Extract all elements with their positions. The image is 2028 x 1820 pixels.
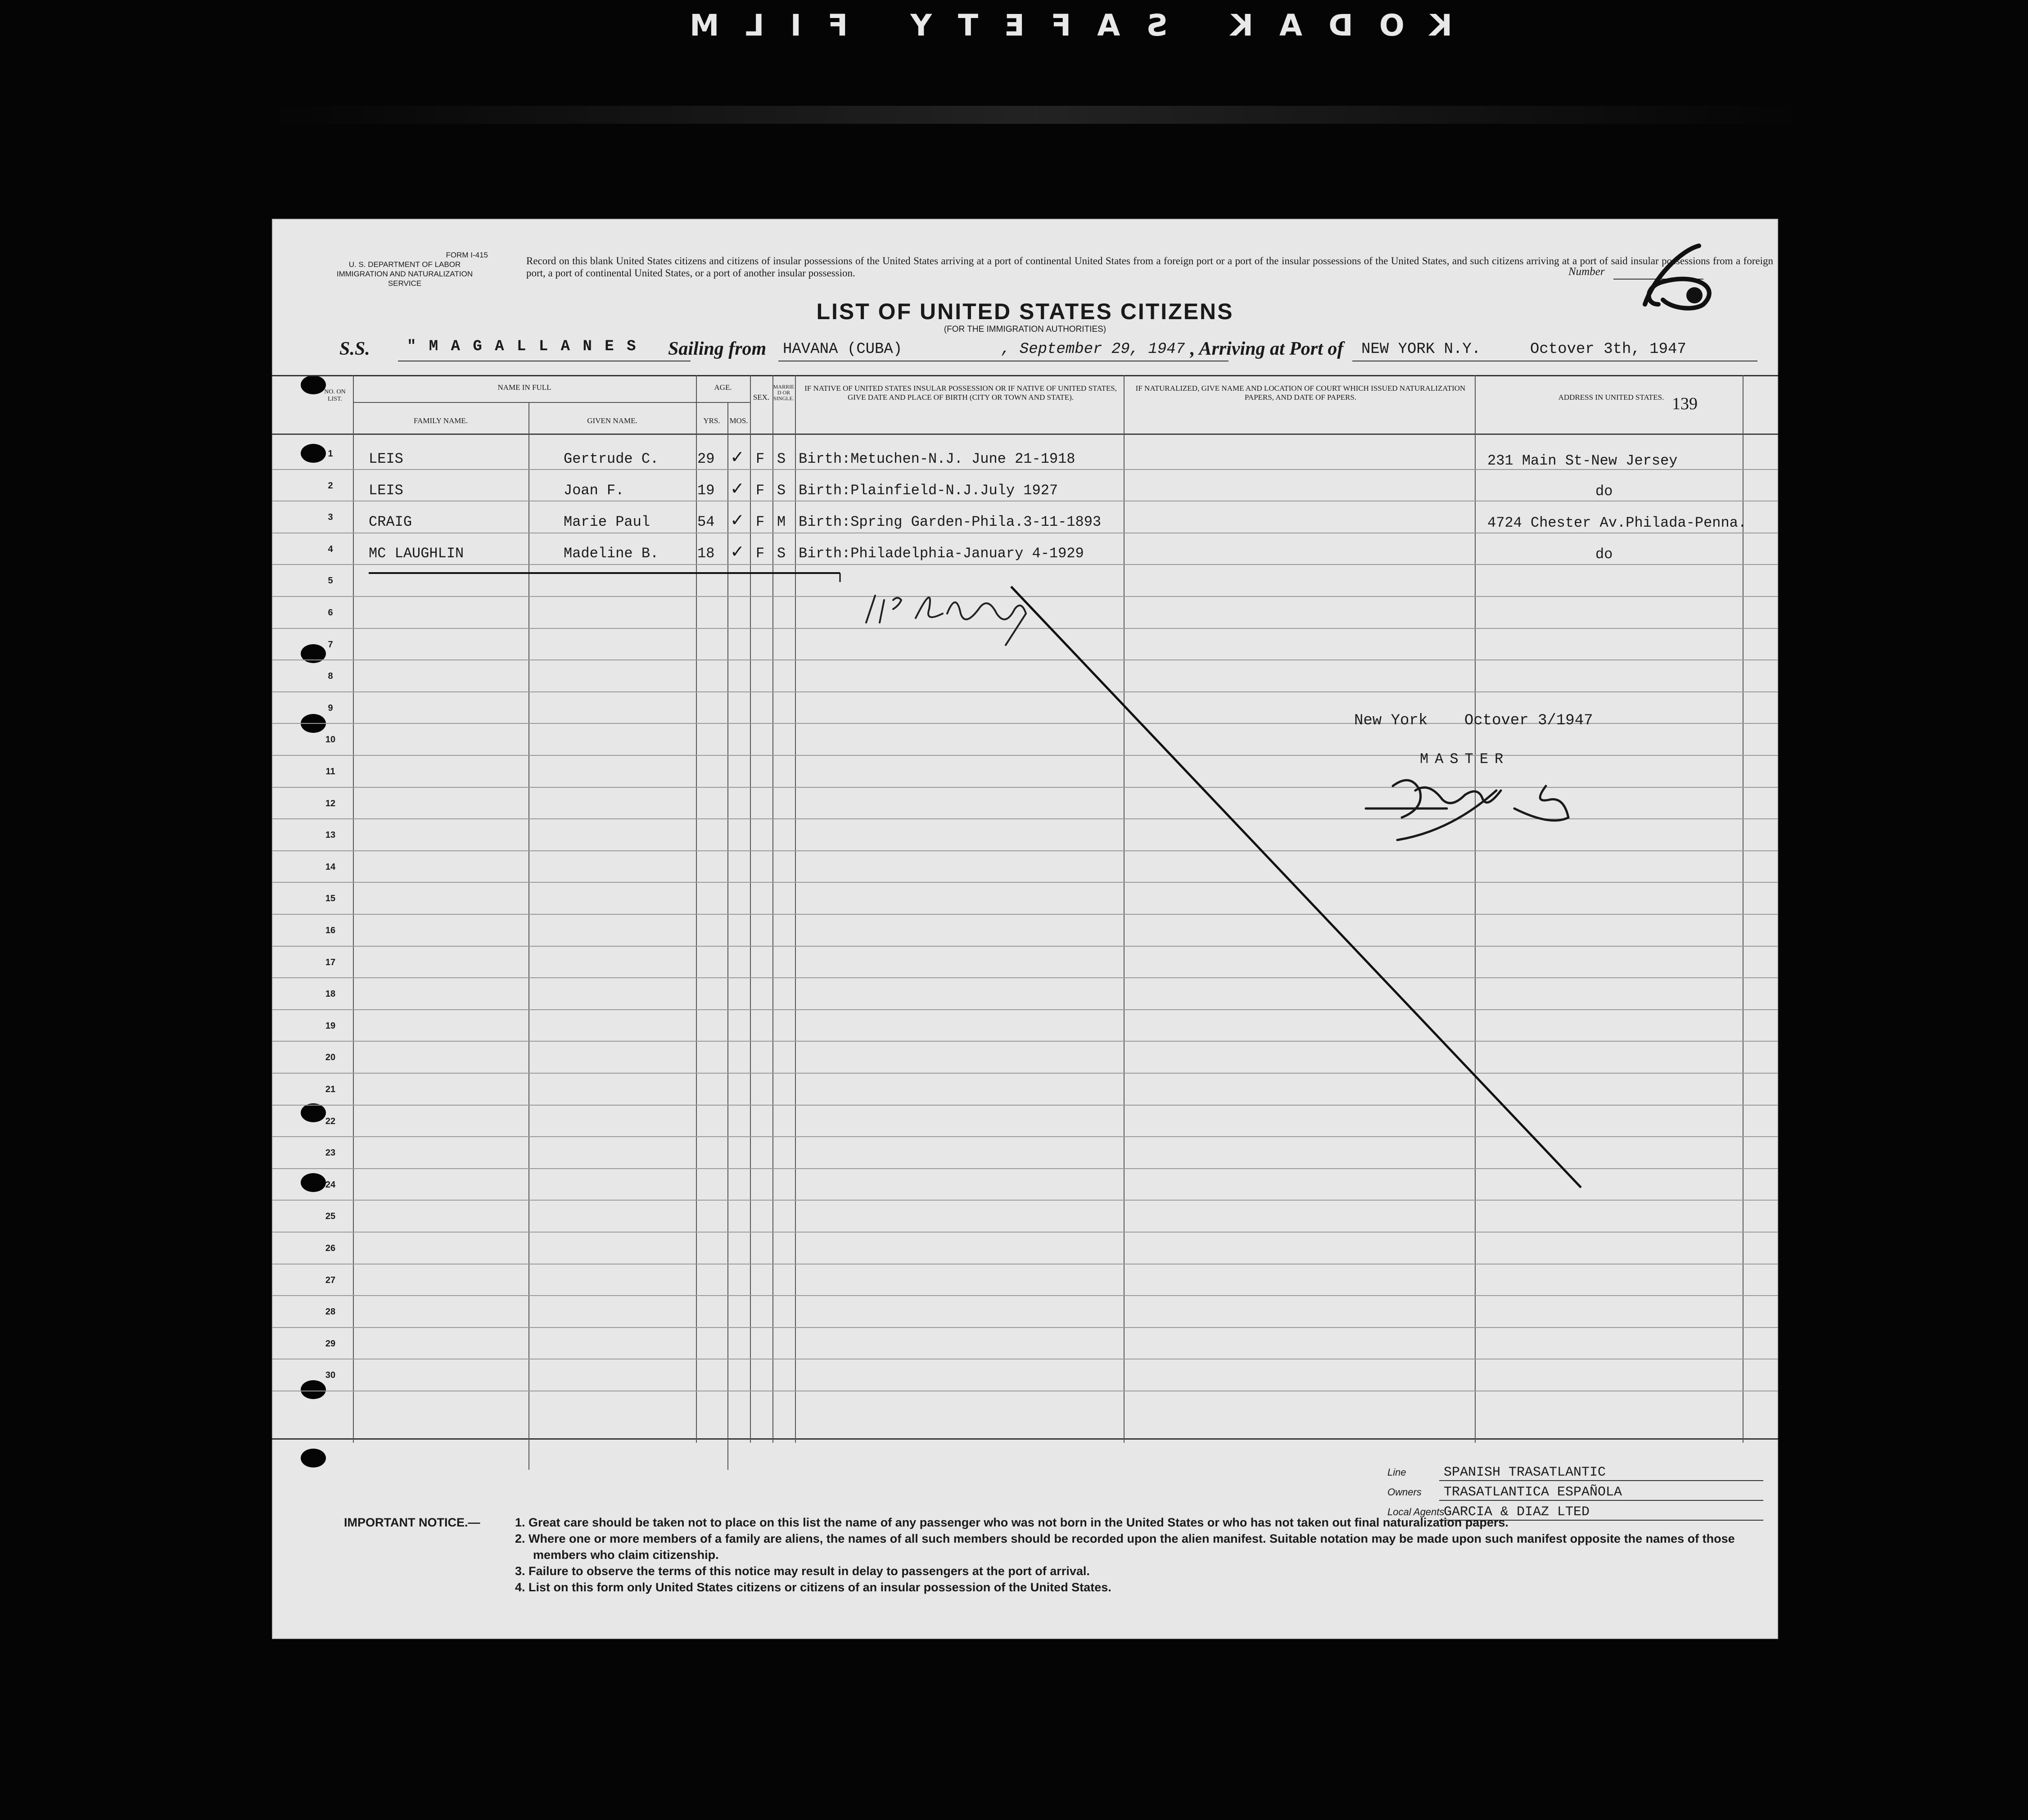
passenger-table [272,375,1778,1443]
notice-item: 3. Failure to observe the terms of this notice may result in delay to passengers at the port of arrival. [515,1564,1090,1578]
form-identifier [321,250,488,288]
row-number: 3 [328,512,333,523]
form-number: FORM I-415 [446,251,488,259]
agents-label: Local Agents [1387,1506,1445,1517]
marital-status: S [777,545,786,562]
age-months-mark: ✓ [730,542,745,561]
header-address: ADDRESS IN UNITED STATES. [1558,393,1664,402]
header-mos: MOS. [729,416,748,425]
row-number: 5 [328,576,333,586]
age-years: 54 [697,514,715,530]
clerk-initials-signature [857,587,1051,650]
row-number: 13 [325,830,336,840]
birth-info: Birth:Spring Garden-Phila.3-11-1893 [799,514,1102,530]
header-no-on-list: NO. ON LIST. [324,388,346,402]
row-number: 16 [325,926,336,935]
page-number: 139 [1672,394,1698,413]
row-number: 8 [328,671,333,682]
header-age: AGE. [714,383,732,392]
to-port: NEW YORK N.Y. [1361,341,1481,358]
address: 4724 Chester Av.Philada-Penna. [1487,515,1747,531]
birth-info: Birth:Plainfield-N.J.July 1927 [799,482,1058,499]
row-number: 6 [328,608,333,618]
row-number: 23 [325,1148,336,1158]
page-subtitle: (FOR THE IMMIGRATION AUTHORITIES) [944,325,1107,334]
notice-items [515,1514,1739,1595]
marital-status: S [777,451,786,467]
header-family-name: FAMILY NAME. [413,416,468,425]
page-title: LIST OF UNITED STATES CITIZENS [816,299,1234,324]
sail-date: , September 29, 1947 [1001,341,1185,358]
address: do [1595,546,1613,563]
marital-status: M [777,514,786,530]
row-number: 4 [328,544,333,554]
row-number: 7 [328,639,333,650]
master-signature [1357,759,1591,854]
service-name: IMMIGRATION AND NATURALIZATION SERVICE [336,270,473,288]
film-edge [0,0,2028,54]
given-name: Madeline B. [564,545,659,562]
given-name: Joan F. [564,482,624,499]
given-name: Marie Paul [564,514,650,530]
age-years: 29 [697,451,715,467]
owners-value: TRASATLANTICA ESPAÑOLA [1439,1485,1763,1501]
cancel-lines [272,375,1778,1443]
given-name: Gertrude C. [564,451,659,467]
row-number: 26 [325,1243,336,1253]
header-name-in-full: NAME IN FULL [497,383,551,392]
family-name: LEIS [369,482,403,499]
film-scratch [270,106,1801,124]
manifest-sheet [272,219,1778,1639]
row-number: 25 [325,1211,336,1222]
row-number: 15 [325,894,336,904]
row-number: 1 [328,449,333,459]
master-label: MASTER [1420,751,1510,768]
signing-date: Octover 3/1947 [1464,712,1593,729]
header-given-name: GIVEN NAME. [587,416,637,425]
row-number: 18 [325,989,336,999]
header-yrs: YRS. [703,416,720,425]
voyage-line [272,338,1778,365]
address: 231 Main St-New Jersey [1487,452,1678,469]
header-birth: IF NATIVE OF UNITED STATES INSULAR POSSESSION OR IF NATIVE OF UNITED STATES, GIVE DATE AND PLACE OF BIRTH (CITY OR TOWN AND STATE). [804,384,1117,402]
address: do [1595,483,1613,500]
row-number: 29 [325,1338,336,1349]
number-label: Number [1568,266,1605,278]
birth-info: Birth:Metuchen-N.J. June 21-1918 [799,451,1075,467]
age-years: 18 [697,545,715,562]
marital-status: S [777,482,786,499]
signing-place-date [1354,712,1593,729]
row-number: 17 [325,957,336,967]
form-instructions: Record on this blank United States citizens and citizens of insular possessions of the United States arriving at a port of continental United States from a foreign port or a port of the insular possessions of the United States, and such citizens arriving at a port of said insular possessions from a foreign port, a port of continental United States, or a port of another insular possession. [526,255,1773,279]
sex: F [756,482,765,499]
agency-name: U. S. DEPARTMENT OF LABOR [348,260,461,269]
row-number: 22 [325,1116,336,1126]
birth-info: Birth:Philadelphia-January 4-1929 [799,545,1084,562]
notice-item: 2. Where one or more members of a family are aliens, the names of all such members should be recorded upon the alien manifest. Suitable notation may be made upon such manifest opposite the names of those members who claim citizenship. [515,1532,1735,1562]
row-number: 21 [325,1084,336,1094]
owners-label: Owners [1387,1486,1422,1498]
line-field [1387,1465,1763,1481]
sex: F [756,545,765,562]
header-sex: SEX. [753,393,770,402]
ss-label: S.S. [339,339,370,359]
arriving-label: , Arriving at Port of [1190,339,1344,359]
line-label: Line [1387,1467,1406,1478]
row-number: 9 [328,703,333,713]
vessel-name: " M A G A L L A N E S [407,338,638,355]
row-number: 10 [325,735,336,745]
notice-item: 4. List on this form only United States citizens or citizens of an insular possession of the United States. [515,1581,1111,1594]
film-edge-text: KODAK SAFETY FILM [663,8,1453,43]
row-number: 20 [325,1052,336,1063]
sex: F [756,451,765,467]
row-number: 24 [325,1179,336,1190]
agents-value: GARCIA & DIAZ LTED [1439,1504,1763,1521]
age-months-mark: ✓ [730,511,745,530]
owners-field [1387,1485,1763,1501]
age-months-mark: ✓ [730,479,745,498]
row-number: 12 [325,798,336,808]
punch-hole [301,1449,326,1468]
age-years: 19 [697,482,715,499]
row-number: 11 [325,767,335,777]
row-number: 30 [325,1370,336,1381]
row-number: 14 [325,862,336,872]
row-number: 2 [328,480,333,491]
signing-place: New York [1354,712,1428,729]
sailing-label: Sailing from [668,339,767,359]
notice-heading: IMPORTANT NOTICE.— [344,1516,480,1529]
family-name: CRAIG [369,514,412,530]
arrival-date: Octover 3th, 1947 [1530,341,1686,358]
age-months-mark: ✓ [730,448,745,467]
family-name: MC LAUGHLIN [369,545,464,562]
row-number: 28 [325,1307,336,1317]
line-value: SPANISH TRASATLANTIC [1439,1465,1763,1481]
family-name: LEIS [369,451,403,467]
row-number: 27 [325,1275,336,1285]
notice-item: 1. Great care should be taken not to place on this list the name of any passenger who was not born in the United States or who has not taken out final naturalization papers. [515,1516,1509,1529]
header-married-or-single: MARRIED OR SINGLE. [773,384,795,402]
sex: F [756,514,765,530]
from-port: HAVANA (CUBA) [783,341,903,358]
row-number: 19 [325,1021,336,1031]
header-naturalized: IF NATURALIZED, GIVE NAME AND LOCATION OF COURT WHICH ISSUED NATURALIZATION PAPERS, AND DATE OF PAPERS. [1135,384,1466,402]
